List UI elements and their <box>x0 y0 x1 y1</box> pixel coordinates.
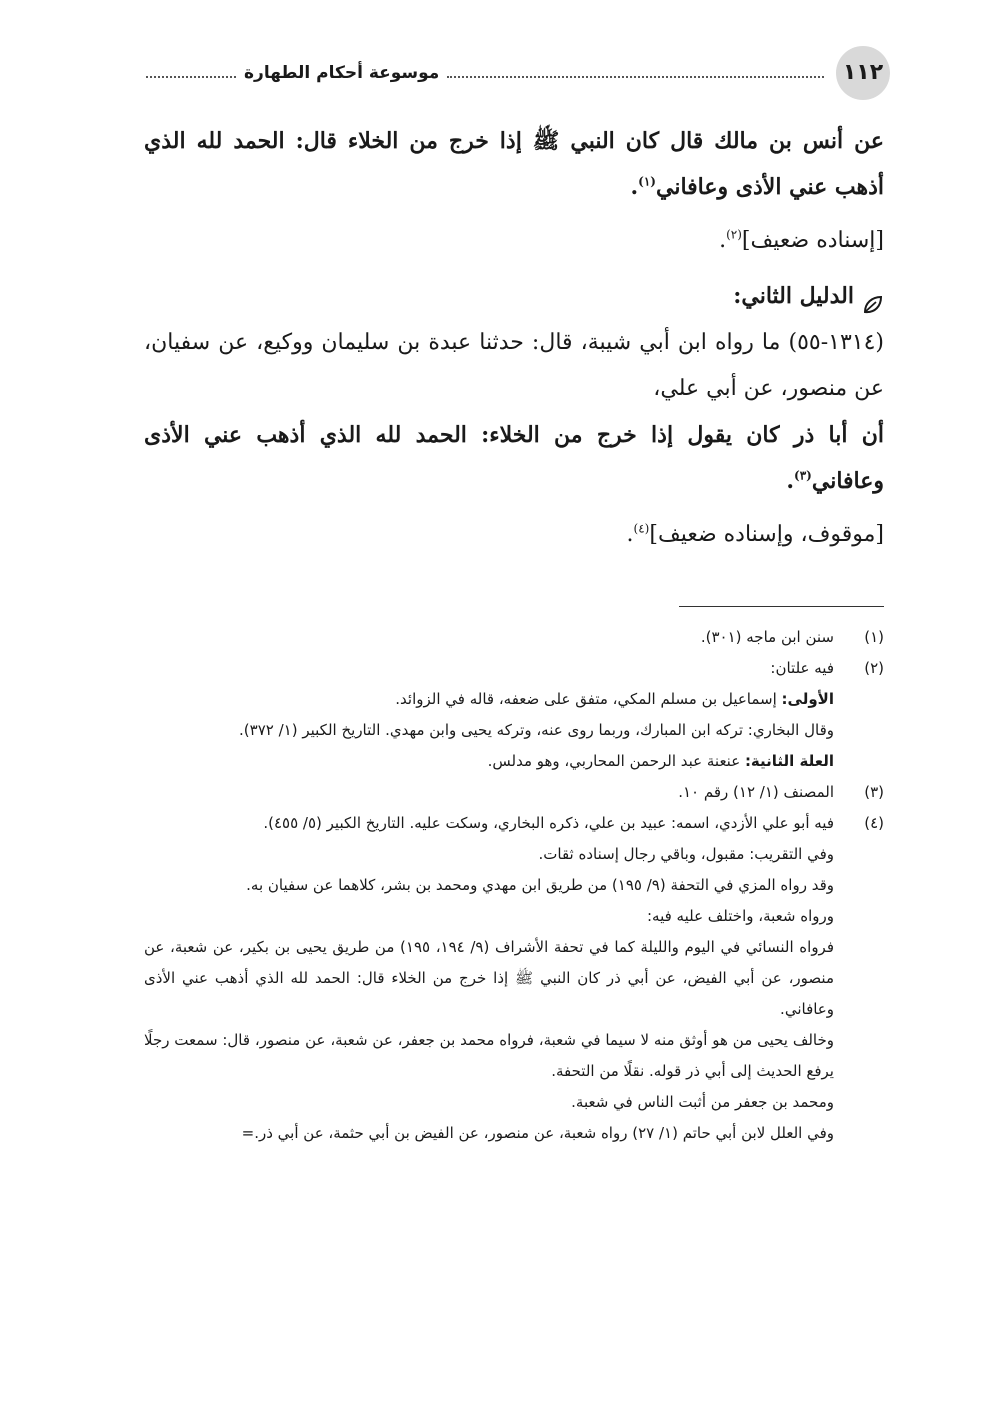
section-heading <box>144 272 884 320</box>
book-title: موسوعة أحكام الطهارة <box>244 63 440 83</box>
footnote-text <box>144 746 834 777</box>
footnote-line: وفي التقريب: مقبول، وباقي رجال إسناده ثقات. <box>538 845 834 863</box>
footnote-text: فيه علتان: <box>770 659 834 677</box>
grade-text-1: [إسناده ضعيف] <box>741 228 884 253</box>
footnote-text <box>144 684 834 715</box>
chain-text: (١٣١٤-٥٥) ما رواه ابن أبي شيبة، قال: حدثنا عبدة بن سليمان ووكيع، عن سفيان، عن منصور، عن أبي علي، <box>144 330 884 401</box>
footnote-item <box>144 684 884 715</box>
footnote-number <box>834 715 884 746</box>
grade-text-2: [موقوف، وإسناده ضعيف] <box>649 522 884 547</box>
hadith-text-2: أن أبا ذر كان يقول إذا خرج من الخلاء: الحمد لله الذي أذهب عني الأذى وعافاني <box>144 422 884 494</box>
header-title-row <box>146 59 824 87</box>
footnote-text: وقال البخاري: تركه ابن المبارك، وربما روى عنه، وتركه يحيى وابن مهدي. التاريخ الكبير (١/ ٣٧٢). <box>239 721 834 739</box>
footnote-item <box>144 622 884 653</box>
footnote-item <box>144 653 884 684</box>
footnote-number: (٣) <box>864 783 884 801</box>
footnote-bold-lead: الأولى: <box>781 690 834 708</box>
footnote-number: (١) <box>864 628 884 646</box>
footnote-line: فرواه النسائي في اليوم والليلة كما في تحفة الأشراف (٩/ ١٩٤، ١٩٥) من طريق يحيى بن بكير، عن شعبة، عن منصور، عن أبي الفيض، عن أبي ذر كان النبي ﷺ إذا خرج من الخلاء قال: الحمد لله الذي أذهب عني الأذى وعافاني. <box>144 938 835 1018</box>
hadith-paragraph-2: أن أبا ذر كان يقول إذا خرج من الخلاء: الحمد لله الذي أذهب عني الأذى وعافاني$^{(٣)}$. <box>144 422 884 494</box>
leaf-ornament-icon <box>862 285 884 307</box>
footnote-item <box>144 715 884 746</box>
footnote-line: عنعنة عبد الرحمن المحاربي، وهو مدلس. <box>487 752 745 770</box>
hadith-paragraph-1: عن أنس بن مالك قال كان النبي ﷺ إذا خرج من الخلاء قال: الحمد لله الذي أذهب عني الأذى وعافاني$^{(١)}$. <box>144 128 884 200</box>
footnote-line: ومحمد بن جعفر من أثبت الناس في شعبة. <box>571 1093 834 1111</box>
footnote-separator <box>679 606 884 607</box>
footnote-number <box>834 746 884 777</box>
section-heading-text: الدليل الثاني: <box>733 283 854 309</box>
page-number-badge: ١١٢ <box>836 46 890 100</box>
footnote-ref-4: (٤) <box>633 521 650 536</box>
grade-paragraph-1: [إسناده ضعيف]$^{(٢)}$. <box>719 227 884 253</box>
footnote-number <box>834 684 884 715</box>
footnote-item <box>144 808 884 1149</box>
footnote-item <box>144 746 884 777</box>
footnote-bold-lead: العلة الثانية: <box>744 752 834 770</box>
header-dotted-rule <box>447 76 824 78</box>
footnote-ref-3: (٣) <box>794 468 812 483</box>
footnote-ref-1: (١) <box>638 174 656 189</box>
footnote-ref-2: (٢) <box>726 227 742 242</box>
footnote-line: إسماعيل بن مسلم المكي، متفق على ضعفه، قاله في الزوائد. <box>395 690 782 708</box>
chain-paragraph <box>144 320 884 412</box>
main-text <box>144 118 884 558</box>
hadith-text-1: عن أنس بن مالك قال كان النبي ﷺ إذا خرج من الخلاء قال: الحمد لله الذي أذهب عني الأذى وعافاني <box>144 128 884 200</box>
footnote-text: المصنف (١/ ١٢) رقم ١٠. <box>678 783 834 801</box>
footnote-line: وفي العلل لابن أبي حاتم (١/ ٢٧) رواه شعبة، عن منصور، عن الفيض بن أبي حثمة، عن أبي ذر.= <box>241 1124 834 1142</box>
footnote-line: وخالف يحيى من هو أوثق منه لا سيما في شعبة، فرواه محمد بن جعفر، عن شعبة، عن منصور، قال: سمعت رجلًا يرفع الحديث إلى أبي ذر قوله. نقلًا من التحفة. <box>144 1031 834 1080</box>
footnote-item <box>144 777 884 808</box>
footnote-line: وقد رواه المزي في التحفة (٩/ ١٩٥) من طريق ابن مهدي ومحمد بن بشر، كلاهما عن سفيان به. <box>246 876 834 894</box>
footnote-number: (٢) <box>864 659 884 677</box>
footnotes-section <box>144 622 884 1149</box>
grade-paragraph-2: [موقوف، وإسناده ضعيف]$^{(٤)}$. <box>626 521 884 547</box>
footnote-number: (٤) <box>864 814 884 832</box>
footnote-text <box>144 808 834 1149</box>
header-dotted-rule-right <box>146 76 236 78</box>
page-header <box>146 46 890 100</box>
footnote-line: فيه أبو علي الأزدي، اسمه: عبيد بن علي، ذكره البخاري، وسكت عليه. التاريخ الكبير (٥/ ٤٥٥). <box>263 814 834 832</box>
footnote-line: ورواه شعبة، واختلف عليه فيه: <box>646 907 834 925</box>
footnote-text: سنن ابن ماجه (٣٠١). <box>700 628 834 646</box>
